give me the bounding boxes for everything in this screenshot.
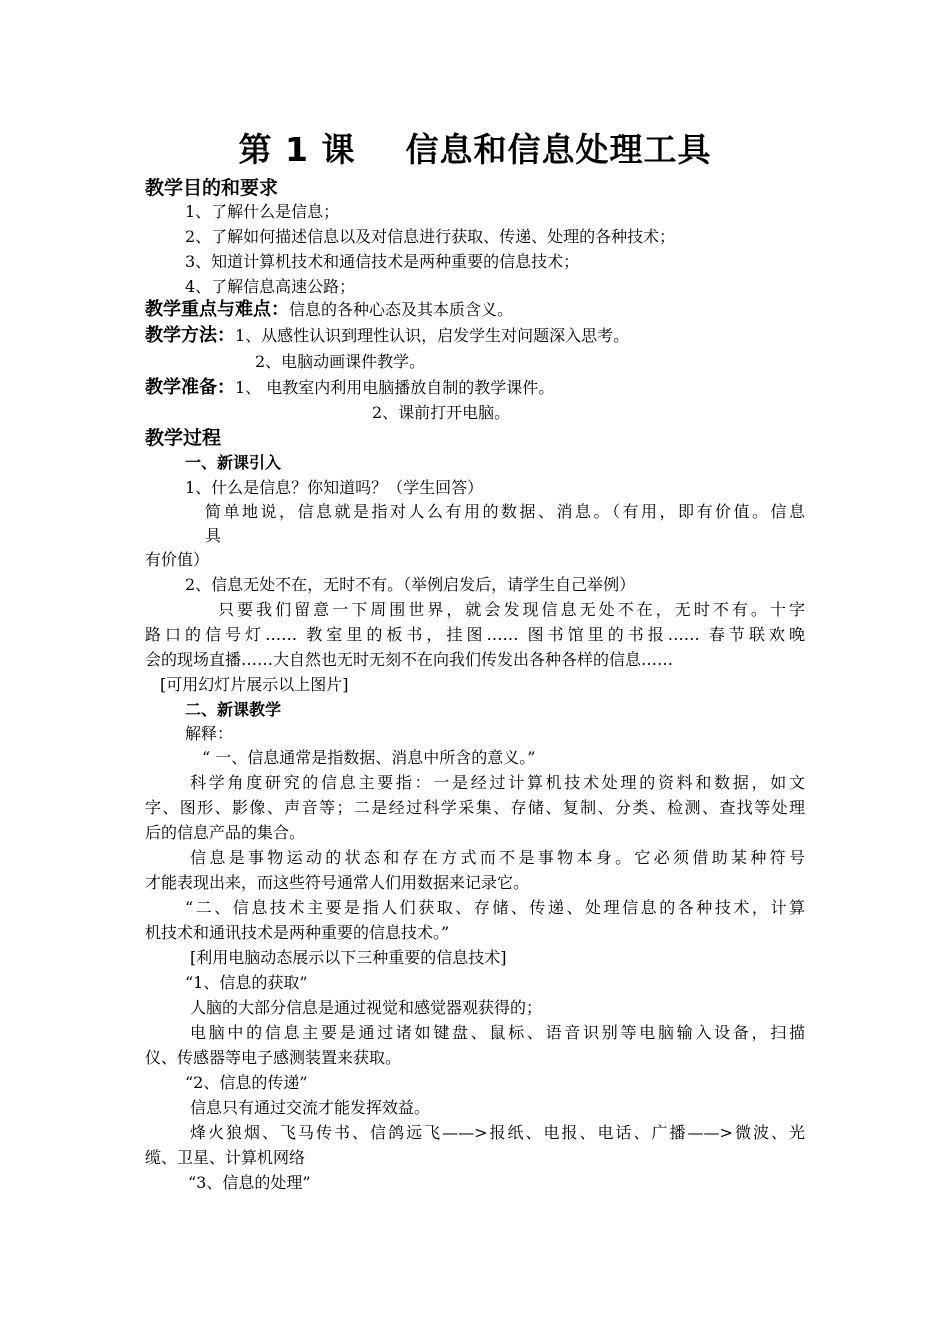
methods-line: 1、从感性认识到理性认识，启发学生对问题深入思考。 xyxy=(235,326,630,345)
key-points-label: 教学重点与难点： xyxy=(145,299,289,320)
preparation xyxy=(145,376,554,400)
body-line: 后的信息产品的集合。 xyxy=(145,823,306,842)
body-line: “1、信息的获取” xyxy=(185,973,308,992)
goal-item: 1、了解什么是信息； xyxy=(185,202,340,221)
body-line: 路口的信号灯…… 教室里的板书，挂图…… 图书馆里的书报…… 春节联欢晚 xyxy=(145,625,805,644)
goal-item: 2、了解如何描述信息以及对信息进行获取、传递、处理的各种技术； xyxy=(185,227,676,246)
body-line: 科学角度研究的信息主要指：一是经过计算机技术处理的资料和数据，如文 xyxy=(190,773,805,792)
body-line: 具 xyxy=(205,526,222,545)
key-points xyxy=(145,298,513,322)
body-line: 信息是事物运动的状态和存在方式而不是事物本身。它必须借助某种符号 xyxy=(190,848,805,867)
body-line: “3、信息的处理” xyxy=(188,1173,311,1192)
preparation-line: 1、 电教室内利用电脑播放自制的教学课件。 xyxy=(235,378,555,397)
goal-item: 4、了解信息高速公路； xyxy=(185,277,356,296)
body-line: 人脑的大部分信息是通过视觉和感觉器观获得的； xyxy=(190,998,543,1017)
body-line: 烽火狼烟、飞马传书、信鸽远飞——>报纸、电报、电话、广播——>微波、光 xyxy=(190,1123,805,1142)
preparation-line: 2、课前打开电脑。 xyxy=(372,403,511,422)
body-line: 有价值） xyxy=(145,550,210,569)
body-line: 才能表现出来，而这些符号通常人们用数据来记录它。 xyxy=(145,873,530,892)
section-heading: 一、新课引入 xyxy=(185,453,282,472)
body-line: 机技术和通讯技术是两种重要的信息技术。” xyxy=(145,923,450,942)
body-line: 1、什么是信息？你知道吗？（学生回答） xyxy=(185,478,484,497)
preparation-label: 教学准备： xyxy=(145,377,235,398)
body-line: 仪、传感器等电子感测装置来获取。 xyxy=(145,1048,402,1067)
methods-line: 2、电脑动画课件教学。 xyxy=(255,352,426,371)
body-line: 信息只有通过交流才能发挥效益。 xyxy=(190,1098,431,1117)
body-line: [可用幻灯片展示以上图片] xyxy=(160,675,349,694)
body-line: “2、信息的传递” xyxy=(185,1073,308,1092)
body-line: “ 一、信息通常是指数据、消息中所含的意义。” xyxy=(202,748,536,767)
goals-heading: 教学目的和要求 xyxy=(145,177,279,199)
body-line: 解释： xyxy=(185,724,234,743)
body-line: 缆、卫星、计算机网络 xyxy=(145,1148,306,1167)
methods xyxy=(145,324,629,348)
page-title: 第 1 课 信息和信息处理工具 xyxy=(238,130,712,169)
body-line: 电脑中的信息主要是通过诸如键盘、鼠标、语音识别等电脑输入设备，扫描 xyxy=(190,1023,805,1042)
goal-item: 3、知道计算机技术和通信技术是两种重要的信息技术； xyxy=(185,252,580,271)
methods-label: 教学方法： xyxy=(145,325,235,346)
process-heading: 教学过程 xyxy=(145,427,222,449)
body-line: 会的现场直播……大自然也无时无刻不在向我们传发出各种各样的信息…… xyxy=(145,650,674,669)
section-heading: 二、新课教学 xyxy=(185,700,282,719)
body-line: 只要我们留意一下周围世界，就会发现信息无处不在，无时不有。十字 xyxy=(218,600,805,619)
key-points-text: 信息的各种心态及其本质含义。 xyxy=(289,300,514,319)
body-line: 2、信息无处不在，无时不有。（举例启发后，请学生自己举例） xyxy=(185,575,636,594)
body-line: 字、图形、影像、声音等；二是经过科学采集、存储、复制、分类、检测、查找等处理 xyxy=(145,798,805,817)
body-line: 简单地说，信息就是指对人么有用的数据、消息。（有用，即有价值。信息 xyxy=(205,502,805,521)
body-line: “二、信息技术主要是指人们获取、存储、传递、处理信息的各种技术，计算 xyxy=(185,898,805,917)
body-line: [利用电脑动态展示以下三种重要的信息技术] xyxy=(190,948,507,967)
